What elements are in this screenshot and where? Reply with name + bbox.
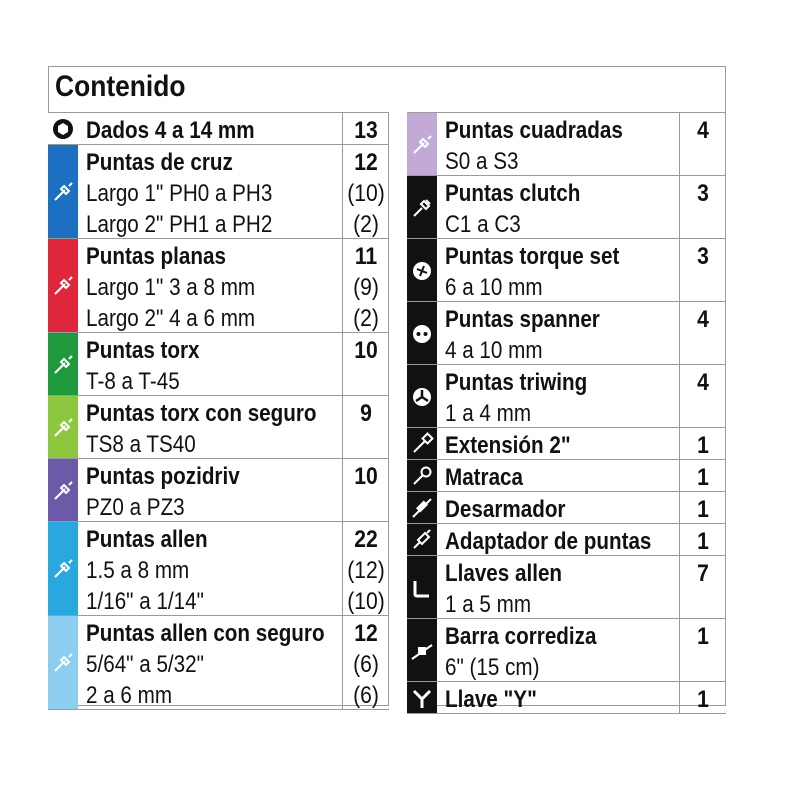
- quantity-cell: [342, 113, 389, 144]
- table-row: [407, 524, 726, 556]
- table-row: [407, 492, 726, 524]
- item-description: [445, 430, 666, 461]
- item-quantity: 12: [354, 620, 378, 647]
- item-detail: 4 a 10 mm: [445, 337, 543, 364]
- quantity-cell: [679, 556, 726, 618]
- triwing-bit-icon: [410, 385, 434, 409]
- item-subquantity: (10): [347, 180, 385, 207]
- item-subquantity: (2): [353, 211, 379, 238]
- table-row: [48, 616, 389, 710]
- item-name: Barra corrediza: [445, 623, 597, 650]
- item-description: [86, 398, 329, 460]
- item-description: [445, 558, 666, 620]
- item-name: Dados 4 a 14 mm: [86, 117, 255, 144]
- quantity-cell: [679, 619, 726, 681]
- item-detail: 6 a 10 mm: [445, 274, 543, 301]
- screwdriver-bit-icon: [410, 133, 434, 157]
- extension-icon: [410, 432, 434, 456]
- quantity-cell: [342, 459, 389, 521]
- quantity-cell: [342, 396, 389, 458]
- screwdriver-icon: [410, 496, 434, 520]
- item-detail: T-8 a T-45: [86, 368, 180, 395]
- item-description: [445, 178, 666, 240]
- item-quantity: 1: [697, 464, 709, 491]
- item-description: [445, 241, 666, 303]
- item-description: [86, 147, 329, 240]
- item-quantity: 4: [697, 117, 709, 144]
- item-name: Puntas spanner: [445, 306, 600, 333]
- table-row: [48, 145, 389, 239]
- item-subquantity: (2): [353, 305, 379, 332]
- table-row: [48, 396, 389, 459]
- item-name: Llaves allen: [445, 560, 563, 587]
- table-row: [407, 619, 726, 682]
- item-description: [86, 335, 329, 397]
- item-quantity: 9: [360, 400, 372, 427]
- quantity-cell: [679, 460, 726, 491]
- item-name: Desarmador: [445, 496, 566, 523]
- item-name: Puntas allen con seguro: [86, 620, 325, 647]
- ratchet-icon: [410, 464, 434, 488]
- item-detail: PZ0 a PZ3: [86, 494, 185, 521]
- item-quantity: 4: [697, 369, 709, 396]
- quantity-cell: [679, 113, 726, 175]
- y-wrench-icon: [410, 686, 434, 710]
- table-row: [48, 522, 389, 616]
- item-subquantity: (12): [347, 557, 385, 584]
- item-detail: 1/16" a 1/14": [86, 588, 204, 615]
- bit-adapter-icon: [410, 528, 434, 552]
- item-description: [445, 621, 666, 683]
- item-name: Extensión 2": [445, 432, 571, 459]
- table-row: [407, 176, 726, 239]
- item-detail: 2 a 6 mm: [86, 682, 173, 709]
- screwdriver-bit-icon: [51, 416, 75, 440]
- item-name: Puntas torx: [86, 337, 200, 364]
- item-quantity: 12: [354, 149, 378, 176]
- clutch-bit-icon: [410, 196, 434, 220]
- table-row: [407, 682, 726, 714]
- table-row: [48, 333, 389, 396]
- item-name: Matraca: [445, 464, 524, 491]
- item-name: Puntas pozidriv: [86, 463, 240, 490]
- item-detail: 1 a 5 mm: [445, 591, 532, 618]
- item-quantity: 11: [354, 243, 378, 270]
- item-quantity: 1: [697, 432, 709, 459]
- table-row: [407, 239, 726, 302]
- table-row: [48, 113, 389, 145]
- item-name: Puntas de cruz: [86, 149, 233, 176]
- item-quantity: 1: [697, 496, 709, 523]
- screwdriver-bit-icon: [51, 651, 75, 675]
- item-description: [445, 526, 666, 557]
- item-detail: Largo 2" 4 a 6 mm: [86, 305, 256, 332]
- item-name: Puntas planas: [86, 243, 226, 270]
- item-name: Puntas torx con seguro: [86, 400, 317, 427]
- torque-set-icon: [410, 259, 434, 283]
- spanner-bit-icon: [410, 322, 434, 346]
- item-detail: Largo 1" 3 a 8 mm: [86, 274, 256, 301]
- item-description: [86, 241, 329, 334]
- table-row: [407, 428, 726, 460]
- item-subquantity: (6): [353, 682, 379, 709]
- item-name: Puntas triwing: [445, 369, 588, 396]
- item-name: Puntas clutch: [445, 180, 581, 207]
- item-description: [445, 367, 666, 429]
- item-detail: Largo 1" PH0 a PH3: [86, 180, 273, 207]
- screwdriver-bit-icon: [51, 180, 75, 204]
- quantity-cell: [679, 176, 726, 238]
- item-name: Adaptador de puntas: [445, 528, 652, 555]
- item-detail: 5/64" a 5/32": [86, 651, 204, 678]
- item-quantity: 22: [354, 526, 378, 553]
- item-detail: Largo 2" PH1 a PH2: [86, 211, 273, 238]
- screwdriver-bit-icon: [51, 479, 75, 503]
- item-description: [86, 524, 329, 617]
- screwdriver-bit-icon: [51, 353, 75, 377]
- quantity-cell: [342, 333, 389, 395]
- table-row: [407, 302, 726, 365]
- item-name: Puntas cuadradas: [445, 117, 623, 144]
- item-quantity: 1: [697, 686, 709, 713]
- item-name: Llave "Y": [445, 686, 537, 713]
- sliding-bar-icon: [410, 639, 434, 663]
- table-row: [407, 365, 726, 428]
- item-name: Puntas allen: [86, 526, 208, 553]
- item-detail: 1.5 a 8 mm: [86, 557, 190, 584]
- item-subquantity: (9): [353, 274, 379, 301]
- quantity-cell: [679, 492, 726, 523]
- item-quantity: 1: [697, 528, 709, 555]
- screwdriver-bit-icon: [51, 274, 75, 298]
- allen-key-icon: [410, 576, 434, 600]
- item-subquantity: (10): [347, 588, 385, 615]
- item-quantity: 4: [697, 306, 709, 333]
- item-quantity: 1: [697, 623, 709, 650]
- quantity-cell: [342, 522, 389, 615]
- item-description: [86, 115, 329, 146]
- table-row: [407, 113, 726, 176]
- item-detail: 1 a 4 mm: [445, 400, 532, 427]
- item-description: [86, 618, 329, 711]
- item-quantity: 3: [697, 243, 709, 270]
- item-quantity: 7: [697, 560, 709, 587]
- item-description: [445, 684, 666, 715]
- item-description: [445, 115, 666, 177]
- quantity-cell: [679, 302, 726, 364]
- quantity-cell: [679, 365, 726, 427]
- table-row: [48, 239, 389, 333]
- table-row: [407, 460, 726, 492]
- item-detail: S0 a S3: [445, 148, 519, 175]
- item-quantity: 10: [354, 337, 378, 364]
- item-quantity: 3: [697, 180, 709, 207]
- quantity-cell: [679, 682, 726, 713]
- column-gap: [389, 112, 407, 706]
- item-detail: C1 a C3: [445, 211, 521, 238]
- page-title: Contenido: [55, 70, 186, 103]
- item-subquantity: (6): [353, 651, 379, 678]
- item-description: [445, 304, 666, 366]
- item-quantity: 13: [354, 117, 378, 144]
- item-quantity: 10: [354, 463, 378, 490]
- table-row: [48, 459, 389, 522]
- quantity-cell: [679, 428, 726, 459]
- item-description: [86, 461, 329, 523]
- item-description: [445, 462, 666, 493]
- quantity-cell: [679, 239, 726, 301]
- quantity-cell: [342, 239, 389, 332]
- item-detail: TS8 a TS40: [86, 431, 196, 458]
- quantity-cell: [342, 145, 389, 238]
- quantity-cell: [679, 524, 726, 555]
- item-description: [445, 494, 666, 525]
- item-name: Puntas torque set: [445, 243, 620, 270]
- socket-icon: [51, 117, 75, 141]
- table-row: [407, 556, 726, 619]
- screwdriver-bit-icon: [51, 557, 75, 581]
- item-detail: 6" (15 cm): [445, 654, 540, 681]
- quantity-cell: [342, 616, 389, 709]
